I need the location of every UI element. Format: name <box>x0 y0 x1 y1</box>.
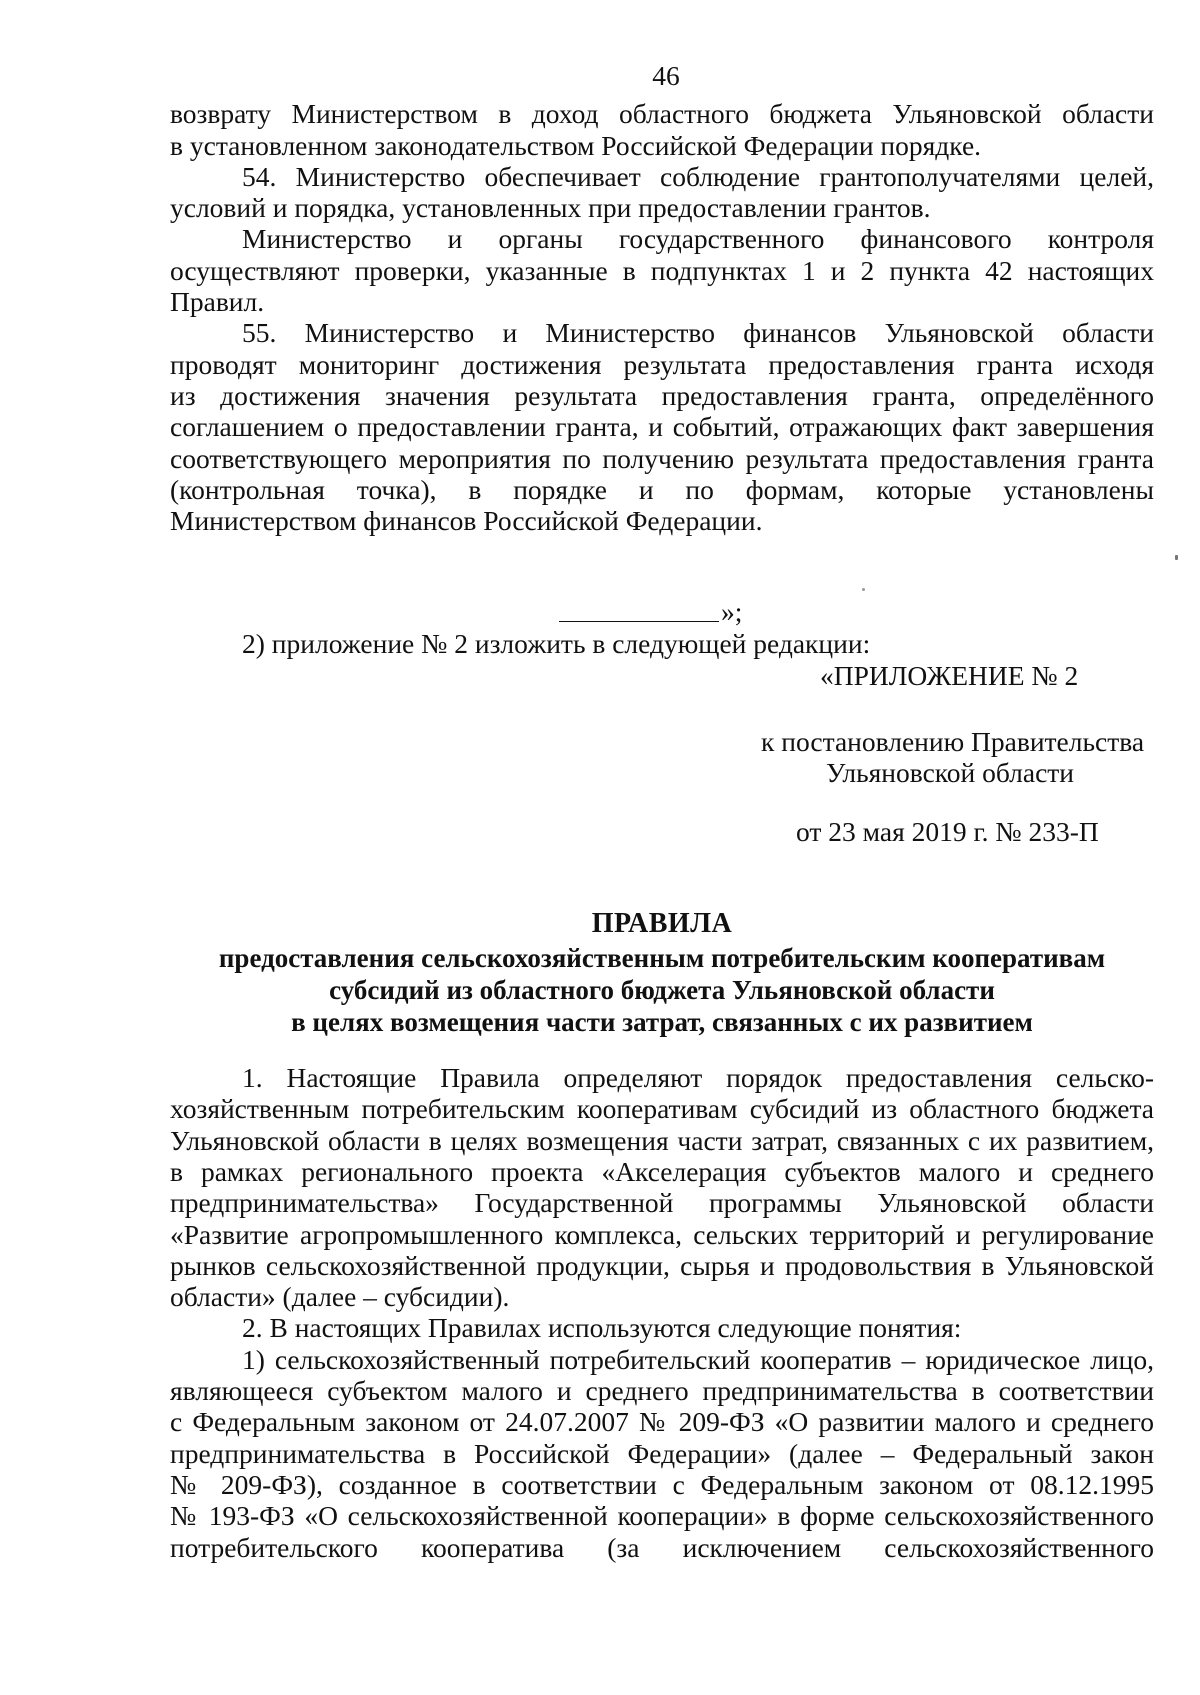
item-2-text: 2) приложение № 2 изложить в следующей редакции: <box>242 628 871 660</box>
text-line: в рамках регионального проекта «Акселерация субъектов малого и среднего <box>170 1155 1154 1187</box>
text-line: условий и порядка, установленных при предоставлении грантов. <box>170 192 931 224</box>
paragraph-54b-line: Министерство и органы государственного финансового контроля <box>242 223 1154 255</box>
text-line: возврату Министерством в доход областного бюджета Ульяновской области <box>170 98 1154 130</box>
text-line: с Федеральным законом от 24.07.2007 № 209-ФЗ «О развитии малого и среднего <box>170 1406 1154 1438</box>
text-line: осуществляют проверки, указанные в подпунктах 1 и 2 пункта 42 настоящих <box>170 254 1154 286</box>
text-line: Ульяновской области в целях возмещения части затрат, связанных с их развитием, <box>170 1124 1154 1156</box>
appendix-subtitle: Ульяновской области <box>826 756 1075 788</box>
text-line: проводят мониторинг достижения результата предоставления гранта исходя <box>170 348 1154 380</box>
scan-artifact <box>1175 555 1178 560</box>
rule-2-1-line: 1) сельскохозяйственный потребительский кооператив – юридическое лицо, <box>242 1343 1154 1375</box>
rules-heading <box>170 908 1154 1038</box>
text-line: (контрольная точка), в порядке и по формам, которые установлены <box>170 473 1154 505</box>
text-line: соответствующего мероприятия по получению результата предоставления гранта <box>170 442 1154 474</box>
text-line: потребительского кооператива (за исключением сельскохозяйственного <box>170 1531 1154 1563</box>
rules-body <box>170 1062 1154 1563</box>
paragraph-55-line: 55. Министерство и Министерство финансов Ульяновской области <box>242 317 1154 349</box>
text-line: хозяйственным потребительским кооперативам субсидий из областного бюджета <box>170 1093 1154 1125</box>
separator-line <box>170 596 1154 628</box>
text-line: «Развитие агропромышленного комплекса, сельских территорий и регулирование <box>170 1218 1154 1250</box>
text-line: области» (далее – субсидии). <box>170 1281 510 1313</box>
rules-subtitle-line: предоставления сельскохозяйственным потребительским кооперативам <box>218 943 1106 974</box>
text-line: Правил. <box>170 286 265 318</box>
text-line: соглашением о предоставлении гранта, и событий, отражающих факт завершения <box>170 411 1154 443</box>
text-line: предпринимательства в Российской Федерации» (далее – Федеральный закон <box>170 1437 1154 1469</box>
text-line: рынков сельскохозяйственной продукции, сырья и продовольствия в Ульяновской <box>170 1249 1154 1281</box>
document-content <box>170 60 1154 1563</box>
paragraph-54-line: 54. Министерство обеспечивает соблюдение грантополучателями целей, <box>242 160 1154 192</box>
rule-2-line: 2. В настоящих Правилах используются следующие понятия: <box>242 1312 962 1344</box>
text-line: Министерством финансов Российской Федерации. <box>170 505 763 537</box>
text-line: № 193-ФЗ «О сельскохозяйственной кооперации» в форме сельскохозяйственного <box>170 1500 1154 1532</box>
rules-title: ПРАВИЛА <box>591 907 733 939</box>
rules-subtitle-line: в целях возмещения части затрат, связанных с их развитием <box>291 1007 1033 1038</box>
text-line: являющееся субъектом малого и среднего предпринимательства в соответствии <box>170 1375 1154 1407</box>
underline-rule <box>559 596 719 622</box>
appendix-title: «ПРИЛОЖЕНИЕ № 2 <box>820 659 1079 691</box>
appendix-date: от 23 мая 2019 г. № 233-П <box>796 815 1099 847</box>
appendix-subtitle: к постановлению Правительства <box>761 725 1145 757</box>
page-number: 46 <box>652 60 680 91</box>
text-line: из достижения значения результата предоставления гранта, определённого <box>170 379 1154 411</box>
text-line: № 209-ФЗ), созданное в соответствии с Федеральным законом от 08.12.1995 <box>170 1468 1154 1500</box>
text-line: предпринимательства» Государственной программы Ульяновской области <box>170 1187 1154 1219</box>
rule-1-line: 1. Настоящие Правила определяют порядок предоставления сельско- <box>242 1062 1154 1094</box>
appendix-header <box>170 660 1154 895</box>
rules-subtitle-line: субсидий из областного бюджета Ульяновской области <box>329 975 995 1006</box>
closing-quote: »; <box>721 596 743 628</box>
text-line: в установленном законодательством Российской Федерации порядке. <box>170 129 982 161</box>
